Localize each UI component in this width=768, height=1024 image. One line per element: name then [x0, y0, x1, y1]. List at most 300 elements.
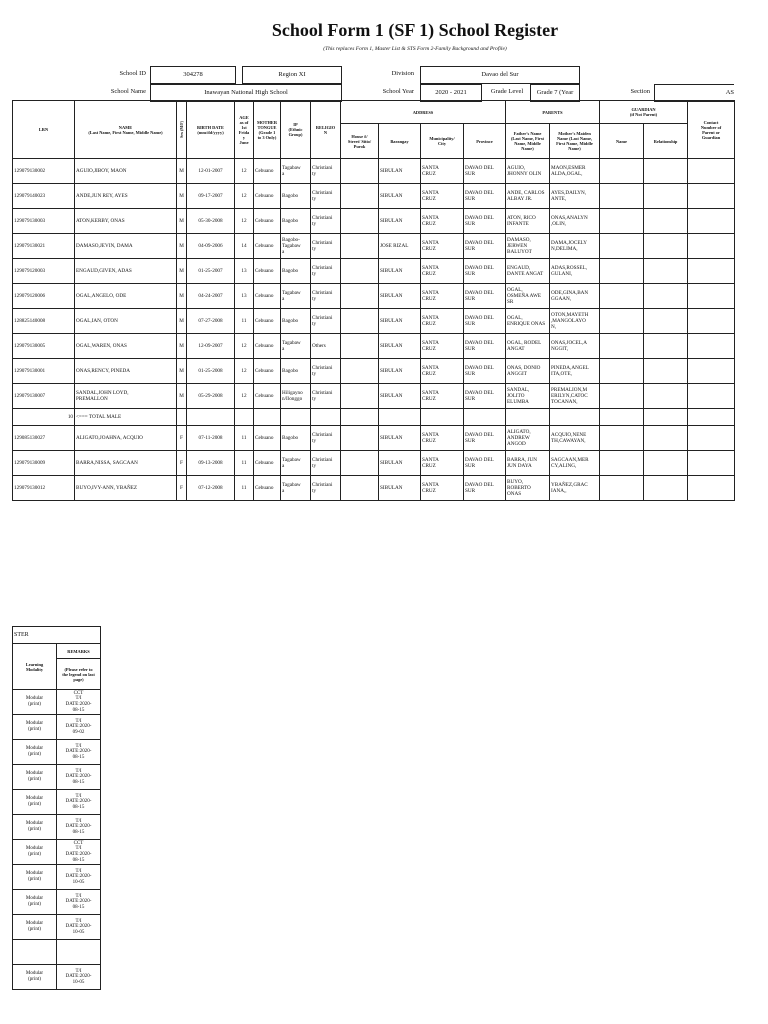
student-guardian-name	[600, 309, 644, 334]
student-contact	[688, 476, 735, 501]
student-province: DAVAO DEL SUR	[464, 334, 506, 359]
student-mother-tongue: Cebuano	[254, 209, 281, 234]
student-age: 12	[235, 209, 254, 234]
student-mother-tongue: Cebuano	[254, 359, 281, 384]
student-religion: Christiani ty	[311, 234, 341, 259]
header-name: NAME (Last Name, First Name, Middle Name)	[75, 101, 177, 159]
student-municipality: SANTA CRUZ	[421, 384, 464, 409]
student-house	[341, 476, 379, 501]
student-lrn: 128825140008	[13, 309, 75, 334]
student-father: ONAS, DONIO ANGGIT	[506, 359, 550, 384]
student-father: ATON, RICO INFANTE	[506, 209, 550, 234]
student-relationship	[644, 426, 688, 451]
student-province: DAVAO DEL SUR	[464, 184, 506, 209]
student-contact	[688, 359, 735, 384]
header-father: Father's Name (Last Name, First Name, Middle Name)	[506, 124, 550, 159]
student-father: OGAL, RODEL ANGAT	[506, 334, 550, 359]
remarks-value: T/I DATE:2020- 08-15	[57, 740, 101, 765]
remarks-value: T/I DATE:2020- 08-15	[57, 765, 101, 790]
student-contact	[688, 426, 735, 451]
remarks-value: T/I DATE:2020- 08-15	[57, 790, 101, 815]
student-province: DAVAO DEL SUR	[464, 476, 506, 501]
student-mother: PREMALION,M ERILYN,CATOC TOCANAN,	[550, 384, 600, 409]
student-contact	[688, 334, 735, 359]
student-name: OGAL,ANGELO, ODE	[75, 284, 177, 309]
student-barangay: SIBULAN	[379, 159, 421, 184]
student-religion: Christiani ty	[311, 209, 341, 234]
student-father: DAMASO, JERWEN BALUYOT	[506, 234, 550, 259]
student-lrn: 129079120003	[13, 259, 75, 284]
student-row	[13, 451, 735, 476]
division-label: Division	[391, 70, 414, 77]
student-name: OGAL,IAN, OTON	[75, 309, 177, 334]
header-mother: Mother's Maiden Name (Last Name, First Name, Middle Name)	[550, 124, 600, 159]
student-religion: Christiani ty	[311, 359, 341, 384]
student-name: ENGAUD,GIVEN, ADAS	[75, 259, 177, 284]
student-ip: Bagobo	[281, 359, 311, 384]
student-age: 11	[235, 451, 254, 476]
student-municipality: SANTA CRUZ	[421, 209, 464, 234]
student-mother: MAON,ESMER ALDA,OGAL,	[550, 159, 600, 184]
student-father: ANDE, CARLOS ALBAY JR.	[506, 184, 550, 209]
student-province: DAVAO DEL SUR	[464, 234, 506, 259]
header-guardian: GUARDIAN (if Not Parent)	[600, 101, 688, 124]
remarks-value: T/I DATE:2020- 08-15	[57, 890, 101, 915]
student-father: OGAL, OSMEÑA AWE SR	[506, 284, 550, 309]
division-value: Davao del Sur	[420, 66, 580, 84]
learning-modality: Modular (print)	[13, 915, 57, 940]
student-sex: M	[177, 309, 187, 334]
student-ip: Tagabaw a	[281, 284, 311, 309]
learning-modality	[13, 940, 57, 965]
header-sex	[177, 101, 187, 159]
header-province: Province	[464, 124, 506, 159]
student-house	[341, 259, 379, 284]
student-barangay: SIBULAN	[379, 451, 421, 476]
student-ip: Bagobo	[281, 426, 311, 451]
student-guardian-name	[600, 159, 644, 184]
student-mother-tongue: Cebuano	[254, 309, 281, 334]
student-row	[13, 159, 735, 184]
student-mother: PINEDA,ANGEL ITA,OTE,	[550, 359, 600, 384]
student-row	[13, 426, 735, 451]
grade-level-value: Grade 7 (Year	[530, 84, 580, 102]
student-age: 11	[235, 426, 254, 451]
student-contact	[688, 384, 735, 409]
student-ip: Bagobo	[281, 259, 311, 284]
student-municipality: SANTA CRUZ	[421, 234, 464, 259]
student-barangay: SIBULAN	[379, 334, 421, 359]
header-mother-tongue: MOTHER TONGUE (Grade 1 to 3 Only)	[254, 101, 281, 159]
remarks-value: T/I DATE:2020- 10-05	[57, 915, 101, 940]
header-relationship: Relationship	[644, 124, 688, 159]
student-guardian-name	[600, 476, 644, 501]
student-guardian-name	[600, 384, 644, 409]
remarks-row	[13, 765, 101, 790]
student-province: DAVAO DEL SUR	[464, 159, 506, 184]
section-label: Section	[630, 88, 650, 95]
student-guardian-name	[600, 359, 644, 384]
school-register-table	[12, 100, 735, 501]
student-ip: Tagabaw a	[281, 159, 311, 184]
student-sex: M	[177, 184, 187, 209]
student-municipality: SANTA CRUZ	[421, 159, 464, 184]
student-age: 14	[235, 234, 254, 259]
student-barangay: SIBULAN	[379, 284, 421, 309]
remarks-row	[13, 815, 101, 840]
student-mother: ONAS,ANALYN ,OLIN,	[550, 209, 600, 234]
header-guardian-name: Name	[600, 124, 644, 159]
student-contact	[688, 159, 735, 184]
student-birth-date: 04-24-2007	[187, 284, 235, 309]
header-age: AGE as of 1st Frida y June	[235, 101, 254, 159]
student-mother-tongue: Cebuano	[254, 451, 281, 476]
remarks-value: T/I DATE:2020- 10-05	[57, 965, 101, 990]
student-province: DAVAO DEL SUR	[464, 384, 506, 409]
header-barangay: Barangay	[379, 124, 421, 159]
student-religion: Christiani ty	[311, 309, 341, 334]
student-lrn: 129079130001	[13, 359, 75, 384]
student-relationship	[644, 359, 688, 384]
page2-remarks-table	[12, 626, 101, 990]
student-mother-tongue: Cebuano	[254, 159, 281, 184]
student-sex: F	[177, 451, 187, 476]
student-guardian-name	[600, 334, 644, 359]
student-age: 11	[235, 476, 254, 501]
student-province: DAVAO DEL SUR	[464, 209, 506, 234]
student-age: 12	[235, 384, 254, 409]
student-mother: ACQUIO,NENE TH,CAWAYAN,	[550, 426, 600, 451]
student-house	[341, 184, 379, 209]
student-father: OGAL, ENRIQUE ONAS	[506, 309, 550, 334]
student-sex: M	[177, 334, 187, 359]
student-birth-date: 07-12-2008	[187, 476, 235, 501]
student-age: 12	[235, 359, 254, 384]
student-age: 12	[235, 334, 254, 359]
remarks-value	[57, 940, 101, 965]
student-house	[341, 451, 379, 476]
student-religion: Christiani ty	[311, 184, 341, 209]
school-info	[0, 66, 768, 100]
remarks-value: T/I DATE:2020- 10-05	[57, 865, 101, 890]
student-barangay: SIBULAN	[379, 259, 421, 284]
remarks-value: CCT T/I DATE:2020- 08-15	[57, 690, 101, 715]
student-birth-date: 07-11-2008	[187, 426, 235, 451]
student-name: ATON,KERBY, ONAS	[75, 209, 177, 234]
form-title: School Form 1 (SF 1) School Register	[271, 20, 559, 40]
remarks-row	[13, 790, 101, 815]
student-father: ALIGATO, ANDREW ANGOD	[506, 426, 550, 451]
student-mother-tongue: Cebuano	[254, 284, 281, 309]
student-municipality: SANTA CRUZ	[421, 259, 464, 284]
header-parents: PARENTS	[506, 101, 600, 124]
school-name-label: School Name	[110, 88, 146, 95]
header-contact: Contact Number of Parent or Guardian	[688, 101, 735, 159]
student-name: DAMASO,JEVIN, DAMA	[75, 234, 177, 259]
student-religion: Christiani ty	[311, 451, 341, 476]
student-name: OGAL,WAREN, ONAS	[75, 334, 177, 359]
student-father: SANDAL, JOLITO ELUMBA	[506, 384, 550, 409]
student-lrn: 129079130003	[13, 209, 75, 234]
student-relationship	[644, 159, 688, 184]
student-ip: Hiligayno n/Ilonggo	[281, 384, 311, 409]
student-house	[341, 359, 379, 384]
student-row	[13, 309, 735, 334]
remarks-row	[13, 865, 101, 890]
student-sex: M	[177, 159, 187, 184]
student-mother: ADAS,ROSSEL, GULANI,	[550, 259, 600, 284]
student-barangay: SIBULAN	[379, 309, 421, 334]
student-lrn: 129085130027	[13, 426, 75, 451]
learning-modality: Modular (print)	[13, 965, 57, 990]
student-mother-tongue: Cebuano	[254, 334, 281, 359]
student-barangay: SIBULAN	[379, 209, 421, 234]
student-relationship	[644, 284, 688, 309]
student-house	[341, 159, 379, 184]
student-house	[341, 209, 379, 234]
student-birth-date: 05-29-2008	[187, 384, 235, 409]
student-relationship	[644, 309, 688, 334]
student-mother-tongue: Cebuano	[254, 259, 281, 284]
student-relationship	[644, 184, 688, 209]
remarks-row	[13, 715, 101, 740]
student-father: ENGAUD, DANTE ANGAT	[506, 259, 550, 284]
remarks-row	[13, 740, 101, 765]
learning-modality: Modular (print)	[13, 790, 57, 815]
student-row	[13, 234, 735, 259]
student-contact	[688, 184, 735, 209]
student-municipality: SANTA CRUZ	[421, 426, 464, 451]
student-birth-date: 12-01-2007	[187, 159, 235, 184]
student-ip: Tagabaw a	[281, 334, 311, 359]
student-house	[341, 426, 379, 451]
learning-modality: Modular (print)	[13, 765, 57, 790]
student-relationship	[644, 259, 688, 284]
remarks-row	[13, 690, 101, 715]
learning-modality: Modular (print)	[13, 890, 57, 915]
student-province: DAVAO DEL SUR	[464, 284, 506, 309]
student-age: 11	[235, 309, 254, 334]
student-lrn: 129079130005	[13, 334, 75, 359]
header-address: ADDRESS	[341, 101, 506, 124]
total-male-count: 10	[13, 409, 75, 426]
student-sex: F	[177, 426, 187, 451]
form-subtitle: (This replaces Form 1, Master List & STS Form 2-Family Background and Profile)	[323, 46, 507, 52]
student-barangay: SIBULAN	[379, 426, 421, 451]
student-house	[341, 334, 379, 359]
remarks-row	[13, 915, 101, 940]
student-name: ANDE,JUN REY, AYES	[75, 184, 177, 209]
student-lrn: 129079130009	[13, 451, 75, 476]
student-municipality: SANTA CRUZ	[421, 476, 464, 501]
student-lrn: 129079120006	[13, 284, 75, 309]
student-birth-date: 12-09-2007	[187, 334, 235, 359]
student-mother-tongue: Cebuano	[254, 184, 281, 209]
remarks-row	[13, 840, 101, 865]
student-birth-date: 07-27-2008	[187, 309, 235, 334]
student-ip: Bagobo	[281, 184, 311, 209]
remarks-header: REMARKS	[57, 644, 101, 659]
student-mother: AYES,DAILYN, ANTE,	[550, 184, 600, 209]
student-contact	[688, 309, 735, 334]
student-age: 13	[235, 284, 254, 309]
student-guardian-name	[600, 184, 644, 209]
student-ip: Bagobo	[281, 309, 311, 334]
student-guardian-name	[600, 259, 644, 284]
total-male-row	[13, 409, 735, 426]
total-male-label: <=== TOTAL MALE	[75, 409, 177, 426]
student-sex: M	[177, 259, 187, 284]
school-name-value: Inawayan National High School	[150, 84, 342, 102]
student-age: 12	[235, 184, 254, 209]
student-mother: SAGCAAN,MER CY,ALING,	[550, 451, 600, 476]
school-year-label: School Year	[382, 88, 414, 95]
student-row	[13, 359, 735, 384]
student-ip: Bagobo- Tagabaw a	[281, 234, 311, 259]
learning-modality: Modular (print)	[13, 815, 57, 840]
student-contact	[688, 451, 735, 476]
student-sex: M	[177, 359, 187, 384]
student-lrn: 129079130012	[13, 476, 75, 501]
student-row	[13, 184, 735, 209]
student-row	[13, 284, 735, 309]
header-lrn: LRN	[13, 101, 75, 159]
header-sex-text: Sex (M/F)	[179, 121, 184, 138]
student-municipality: SANTA CRUZ	[421, 451, 464, 476]
student-row	[13, 384, 735, 409]
student-barangay: JOSE RIZAL	[379, 234, 421, 259]
student-birth-date: 01-25-2008	[187, 359, 235, 384]
student-contact	[688, 209, 735, 234]
student-municipality: SANTA CRUZ	[421, 284, 464, 309]
header-birth-date: BIRTH DATE (mm/dd/yyyy)	[187, 101, 235, 159]
student-municipality: SANTA CRUZ	[421, 309, 464, 334]
student-contact	[688, 234, 735, 259]
page2-title-fragment: STER	[13, 627, 101, 644]
student-birth-date: 05-30-2008	[187, 209, 235, 234]
student-name: SANDAL,JOHN LOYD, PREMALLON	[75, 384, 177, 409]
remarks-value: T/I DATE:2020- 08-15	[57, 815, 101, 840]
student-mother: YBAÑEZ,GRAC IANA,,	[550, 476, 600, 501]
header-house: House #/ Street/ Sitio/ Purok	[341, 124, 379, 159]
student-relationship	[644, 476, 688, 501]
learning-modality: Modular (print)	[13, 840, 57, 865]
student-house	[341, 309, 379, 334]
student-guardian-name	[600, 426, 644, 451]
student-birth-date: 01-25-2007	[187, 259, 235, 284]
student-name: AGUIO,JIBOY, MAON	[75, 159, 177, 184]
header-religion: RELIGIO N	[311, 101, 341, 159]
student-birth-date: 09-17-2007	[187, 184, 235, 209]
student-age: 12	[235, 159, 254, 184]
student-religion: Others	[311, 334, 341, 359]
student-relationship	[644, 384, 688, 409]
student-lrn: 129079130007	[13, 384, 75, 409]
section-text: AS	[725, 89, 734, 96]
remarks-value: T/I DATE:2020- 09-02	[57, 715, 101, 740]
student-father: BUYO, ROBERTO ONAS	[506, 476, 550, 501]
student-ip: Tagabaw a	[281, 476, 311, 501]
school-id-label: School ID	[119, 70, 146, 77]
remarks-row	[13, 965, 101, 990]
student-relationship	[644, 334, 688, 359]
student-mother-tongue: Cebuano	[254, 476, 281, 501]
student-mother: OTON,MAYETH ,MANGOLAYO N,	[550, 309, 600, 334]
student-row	[13, 209, 735, 234]
student-guardian-name	[600, 209, 644, 234]
student-row	[13, 334, 735, 359]
student-sex: M	[177, 234, 187, 259]
school-id-value: 304278	[150, 66, 236, 84]
student-province: DAVAO DEL SUR	[464, 259, 506, 284]
learning-modality: Modular (print)	[13, 715, 57, 740]
student-sex: M	[177, 384, 187, 409]
remarks-row	[13, 890, 101, 915]
student-mother: ONAS,JOCEL,A NGGIT,	[550, 334, 600, 359]
remarks-value: CCT T/I DATE:2020- 08-15	[57, 840, 101, 865]
student-barangay: SIBULAN	[379, 359, 421, 384]
student-name: BARRA,NISSA, SAGCAAN	[75, 451, 177, 476]
student-contact	[688, 259, 735, 284]
student-sex: M	[177, 209, 187, 234]
student-mother-tongue: Cebuano	[254, 384, 281, 409]
header-municipality: Municipality/ City	[421, 124, 464, 159]
student-municipality: SANTA CRUZ	[421, 184, 464, 209]
learning-modality: Modular (print)	[13, 690, 57, 715]
student-ip: Bagobo	[281, 209, 311, 234]
student-house	[341, 384, 379, 409]
student-birth-date: 09-13-2008	[187, 451, 235, 476]
header-ip: IP (Ethnic Group)	[281, 101, 311, 159]
student-religion: Christiani ty	[311, 259, 341, 284]
learning-modality: Modular (print)	[13, 740, 57, 765]
student-lrn: 129079130002	[13, 159, 75, 184]
student-mother: DAMA,JOCELY N,DELIMA,	[550, 234, 600, 259]
student-municipality: SANTA CRUZ	[421, 334, 464, 359]
student-lrn: 129079140023	[13, 184, 75, 209]
student-province: DAVAO DEL SUR	[464, 359, 506, 384]
student-mother-tongue: Cebuano	[254, 234, 281, 259]
student-province: DAVAO DEL SUR	[464, 426, 506, 451]
student-row	[13, 476, 735, 501]
student-barangay: SIBULAN	[379, 184, 421, 209]
school-year-value: 2020 - 2021	[420, 84, 482, 102]
student-lrn: 129079130021	[13, 234, 75, 259]
learning-modality-header: Learning Modality	[13, 644, 57, 690]
student-religion: Christiani ty	[311, 284, 341, 309]
student-relationship	[644, 451, 688, 476]
learning-modality: Modular (print)	[13, 865, 57, 890]
student-municipality: SANTA CRUZ	[421, 359, 464, 384]
student-relationship	[644, 234, 688, 259]
region-value: Region XI	[242, 66, 342, 84]
student-guardian-name	[600, 284, 644, 309]
student-sex: F	[177, 476, 187, 501]
student-father: BARRA, JUN JUN DAYA	[506, 451, 550, 476]
student-name: ALIGATO,JOAHNA, ACQUIO	[75, 426, 177, 451]
student-age: 13	[235, 259, 254, 284]
student-province: DAVAO DEL SUR	[464, 309, 506, 334]
student-religion: Christiani ty	[311, 426, 341, 451]
student-barangay: SIBULAN	[379, 476, 421, 501]
student-barangay: SIBULAN	[379, 384, 421, 409]
student-mother: ODE,GINA,BAN GGAAN,	[550, 284, 600, 309]
student-religion: Christiani ty	[311, 159, 341, 184]
grade-level-label: Grade Level	[490, 88, 524, 95]
student-row	[13, 259, 735, 284]
student-house	[341, 284, 379, 309]
student-name: BUYO,IVY-ANN, YBAÑEZ	[75, 476, 177, 501]
